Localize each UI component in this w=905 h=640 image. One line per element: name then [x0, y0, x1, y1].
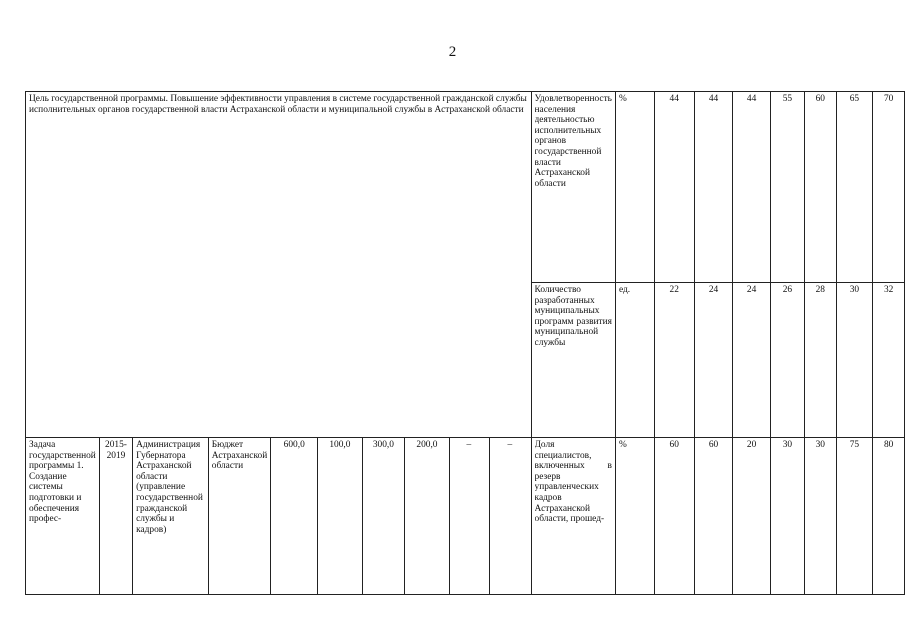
indicator-value: 70	[873, 92, 905, 283]
indicator-unit: %	[615, 92, 654, 283]
task-cell	[26, 438, 100, 595]
indicator-name: Количество разработанных муниципальных программ развития муниципальной службы	[534, 285, 612, 348]
page-number: 2	[448, 44, 457, 60]
indicator-value: 75	[836, 438, 873, 595]
indicator-value: 80	[873, 438, 905, 595]
indicator-value: 30	[805, 438, 837, 595]
indicator-name: Удовлетворенность населения деятельностью исполнительных органов государственной власти Астраханской области	[534, 94, 612, 189]
indicator-value: 32	[873, 283, 905, 438]
indicator-unit: ед.	[615, 283, 654, 438]
indicator-value: 44	[733, 92, 771, 283]
indicator-value: 60	[694, 438, 732, 595]
indicator-name-cell	[531, 438, 615, 595]
program-table	[25, 91, 905, 595]
amount-year: 300,0	[362, 438, 405, 595]
indicator-unit: %	[615, 438, 654, 595]
amount-year: 200,0	[405, 438, 449, 595]
task-text: Задача государственной программы 1. Создание системы подготовки и обеспечения профес-	[29, 440, 96, 525]
amount-year: 100,0	[318, 438, 362, 595]
funding-source-cell: Бюджет Астраханской области	[208, 438, 270, 595]
indicator-value: 30	[770, 438, 804, 595]
goal-row-indicator-1	[26, 92, 905, 283]
indicator-value: 24	[694, 283, 732, 438]
indicator-value: 30	[836, 283, 873, 438]
indicator-value: 44	[654, 92, 694, 283]
goal-text: Цель государственной программы. Повышение эффективности управления в системе государственной гражданской службы исполнительных органов государственной власти Астраханской области и муниципальной службы в Астраханской области	[29, 94, 527, 115]
indicator-value: 26	[770, 283, 804, 438]
executor-cell: Администрация Губернатора Астраханской области (управление государственной гражданской службы и кадров)	[133, 438, 209, 595]
period-cell: 2015-2019	[99, 438, 132, 595]
indicator-name-cell	[531, 92, 615, 283]
indicator-name-cell	[531, 283, 615, 438]
indicator-value: 65	[836, 92, 873, 283]
goal-cell	[26, 92, 532, 438]
amount-total: 600,0	[271, 438, 318, 595]
indicator-value: 60	[654, 438, 694, 595]
indicator-value: 20	[733, 438, 771, 595]
indicator-value: 55	[770, 92, 804, 283]
indicator-name: Доля специалистов, включенных в резерв управленческих кадров Астраханской области, прошед-	[534, 440, 612, 525]
indicator-value: 44	[694, 92, 732, 283]
indicator-value: 60	[805, 92, 837, 283]
indicator-value: 28	[805, 283, 837, 438]
indicator-value: 22	[654, 283, 694, 438]
indicator-value: 24	[733, 283, 771, 438]
amount-year: –	[449, 438, 490, 595]
task-row	[26, 438, 905, 595]
amount-year: –	[490, 438, 531, 595]
